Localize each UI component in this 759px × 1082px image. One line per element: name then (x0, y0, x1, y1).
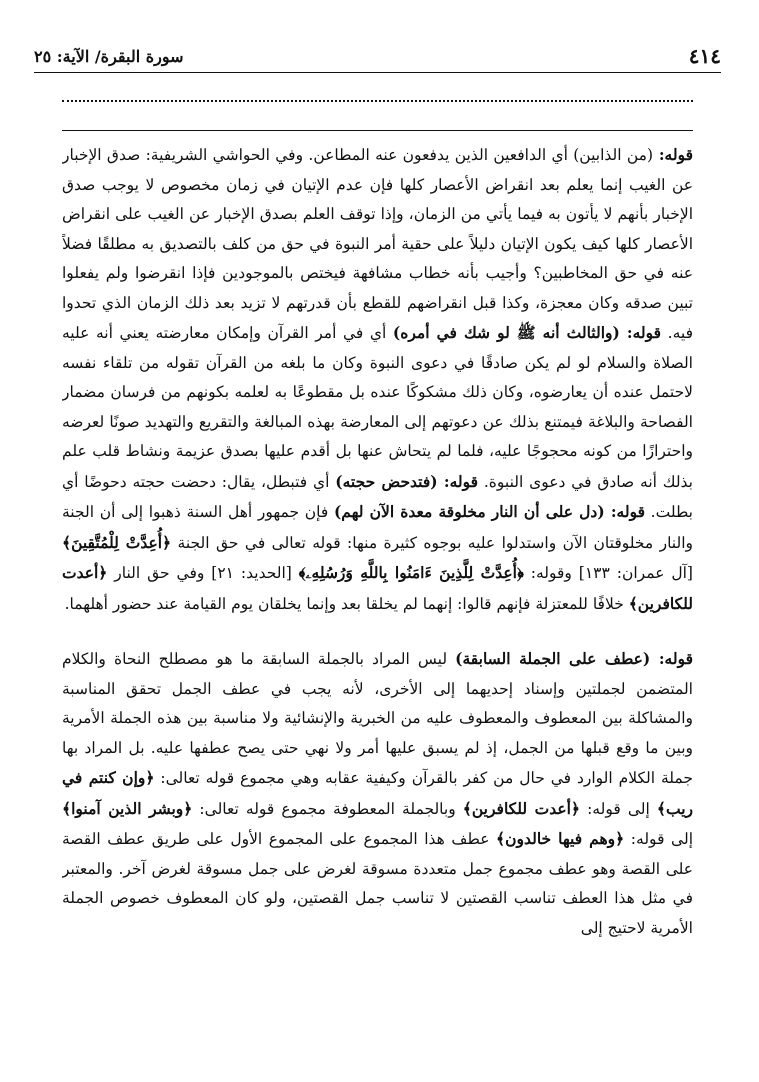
page-header (34, 40, 721, 73)
running-title: سورة البقرة/ الآية: ٢٥ (34, 46, 184, 66)
quran-quote: ﴿وإن كنتم في ريب﴾ (62, 768, 693, 818)
quran-quote: ﴿أُعِدَّتْ لِلْمُتَّقِينَ﴾ (62, 532, 172, 552)
page-number: ٤١٤ (688, 44, 721, 68)
commentary-label: قوله: (650, 649, 693, 668)
quoted-lemma: (والثالث أنه ﷺ لو شك في أمره) (392, 323, 620, 342)
quran-quote: ﴿أعدت للكافرين﴾ (462, 798, 580, 818)
quoted-lemma: (دل على أن النار مخلوقة معدة الآن لهم) (333, 502, 605, 521)
paragraph-text: (من الذابين) أي الدافعين الذين يدفعون عنه المطاعن. وفي الحواشي الشريفية: صدق الإخبار عن الغيب إنما يعلم بعد انقراض الأعصار كلها فإن عدم الإتيان في زمان مخصوص لا يوجب صدق الإخبار بأنهم لا يأتون به فيما يأتي من الزمان، وإذا توقف العلم بصدق الإخبار عن الغيب على انقراض الأعصار كلها كيف يكون الإتيان دليلاً على حقية أمر النبوة في حق من كلف بالتصديق به مطلقًا فضلاً عنه في حق المخاطبين؟ وأجيب بأنه خطاب مشافهة فيختص بالموجودين فإذا انقرضوا ولم يفعلوا تبين صدقه وكان معجزة، وكذا قبل انقراضهم للقطع بأن قدرتهم لا تزيد بعد ذلك الزمان الذي تحدوا فيه. (62, 146, 693, 342)
commentary-body (62, 140, 693, 1048)
paragraph-text: أي فتبطل، يقال: دحضت حجته دحوضًا أي بطلت. (62, 472, 693, 521)
quoted-lemma: (فتدحض حجته) (335, 471, 438, 491)
commentary-label: قوله: (619, 323, 662, 342)
paragraph-text: إلى قوله: (580, 799, 657, 818)
paragraph-text: [الحديد: ٢١] وفي حق النار (107, 564, 299, 582)
paragraph-text: وبالجملة المعطوفة مجموع قوله تعالى: (192, 799, 463, 818)
quran-quote: ﴿وبشر الذين آمنوا﴾ (62, 798, 193, 818)
commentary-label: قوله: (653, 145, 693, 164)
paragraph-text: ليس المراد بالجملة السابقة ما هو مصطلح النحاة والكلام المتضمن لجملتين وإسناد إحديهما إلى الأخرى، لأنه يجب في عطف الجمل تحقق المناسبة والمشاكلة بين المعطوف والمعطوف عليه من الخبرية والإنشائية ولا مناسبة بين هذه الجملة الأمرية وبين ما وقع قبلها من الجمل، إذ لم يسبق عليها أمر ولا نهي حتى يصح عطفها عليه. بل المراد بها جملة الكلام الوارد في حال من كفر بالقرآن وكيفية عقابه وهي مجموع قوله تعالى: (62, 650, 693, 787)
paragraph-text: خلافًا للمعتزلة فإنهم قالوا: إنهما لم يخلقا بعد وإنما يخلقان يوم القيامة عند حضور أهلهما. (64, 594, 629, 613)
dotted-separator (62, 100, 693, 102)
paragraph-text: إلى قوله: (624, 830, 693, 848)
commentary-paragraph (62, 140, 693, 619)
quran-quote: ﴿أُعِدَّتْ لِلَّذِينَ ءَامَنُوا بِاللَّهِ وَرُسُلِهِۦ﴾ (298, 563, 524, 582)
paragraph-text: أي في أمر القرآن وإمكان معارضته يعني أنه عليه الصلاة والسلام لو لم يكن صادقًا في دعوى النبوة وكان ما بلغه من القرآن تقوله من تلقاء نفسه لاحتمل عنده أن يعارضوه، وكان ذلك مشكوكًا عنده بل مقطوعًا به لعلمه بكونهم من فرسان مضمار الفصاحة والبلاغة فيمتنع بذلك عن دعوتهم إلى المعارضة بهذه المبالغة والتقريع والتهديد صونًا لعرضه واحترازًا من كونه محجوجًا عليه، فلما لم يتحاش عنها بل أقدم عليها بصدق عزيمة ونشاط قلب علم بذلك أنه صادق في دعوى النبوة. (62, 324, 693, 491)
commentary-label: قوله: (437, 471, 479, 491)
quran-quote: ﴿وهم فيها خالدون﴾ (496, 829, 625, 848)
commentary-paragraph (62, 644, 693, 943)
paragraph-text: فإن جمهور أهل السنة ذهبوا إلى أن الجنة والنار مخلوقتان الآن واستدلوا عليه بوجوه كثيرة منها: قوله تعالى في حق الجنة (62, 503, 693, 552)
paragraph-text: عطف هذا المجموع على المجموع الأول على طريق عطف القصة على القصة وهو عطف مجموع جمل متعددة مسوقة لغرض على جمل مسوقة لغرض آخر. والمعتبر في مثل هذا العطف تناسب القصتين لا تناسب جمل القصتين، ولو كان المعطوف خصوص الجملة الأمرية لاحتيج إلى (62, 830, 693, 937)
paragraph-text: [آل عمران: ١٣٣] وقوله: (523, 564, 693, 582)
commentary-label: قوله: (604, 502, 645, 521)
quoted-lemma: (عطف على الجملة السابقة) (455, 649, 651, 668)
quran-quote: ﴿أعدت للكافرين﴾ (62, 563, 693, 613)
commentary-divider (62, 130, 693, 131)
